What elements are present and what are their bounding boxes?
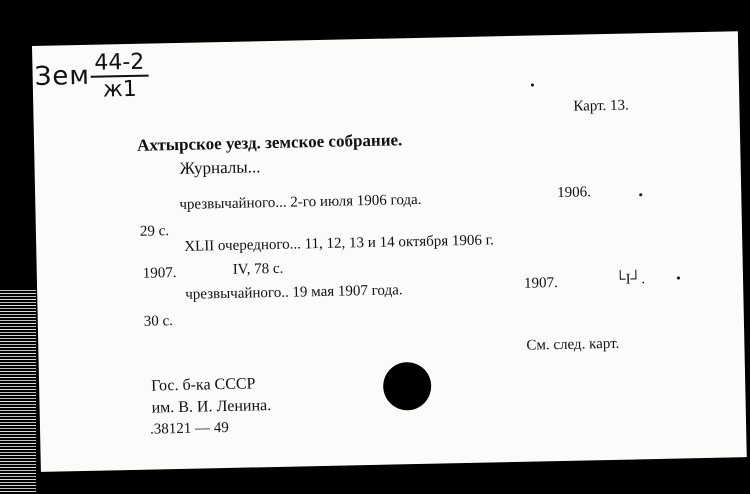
entry-3-pages: 30 с. (143, 313, 174, 330)
punch-hole (383, 362, 432, 411)
entry-3-text: чрезвычайного.. 19 мая 1907 года. (185, 282, 403, 303)
handwritten-code: Зем (34, 60, 91, 92)
speck (639, 193, 642, 196)
entry-2-pages: IV, 78 с. (232, 260, 284, 278)
card-heading: Ахтырское уезд. земское собрание. (136, 130, 403, 155)
speck (531, 83, 534, 86)
scan-edge-noise (0, 290, 36, 494)
entry-1-text: чрезвычайного... 2-го июля 1906 года. (179, 191, 422, 213)
entry-3-mark: └I┘. (614, 271, 646, 288)
library-code: .38121 — 49 (149, 419, 229, 438)
handwritten-fraction (90, 50, 149, 103)
library-line-2: им. В. И. Ленина. (151, 397, 272, 417)
card-subheading: Журналы... (179, 157, 261, 178)
entry-1-year: 1906. (557, 184, 592, 202)
handwritten-fraction-bottom: ж1 (102, 76, 138, 103)
handwritten-fraction-top: 44-2 (90, 50, 148, 78)
entry-2-year: 1907. (142, 265, 177, 282)
speck (677, 276, 680, 279)
entry-2-text: XLII очередного... 11, 12, 13 и 14 октября 1906 г. (184, 232, 495, 255)
entry-3-year: 1907. (523, 275, 558, 292)
see-next-card: См. след. карт. (526, 335, 620, 354)
library-line-1: Гос. б-ка СССР (150, 375, 256, 395)
catalog-card (32, 31, 747, 472)
entry-1-pages: 29 с. (139, 223, 170, 240)
card-number: Карт. 13. (573, 97, 629, 115)
